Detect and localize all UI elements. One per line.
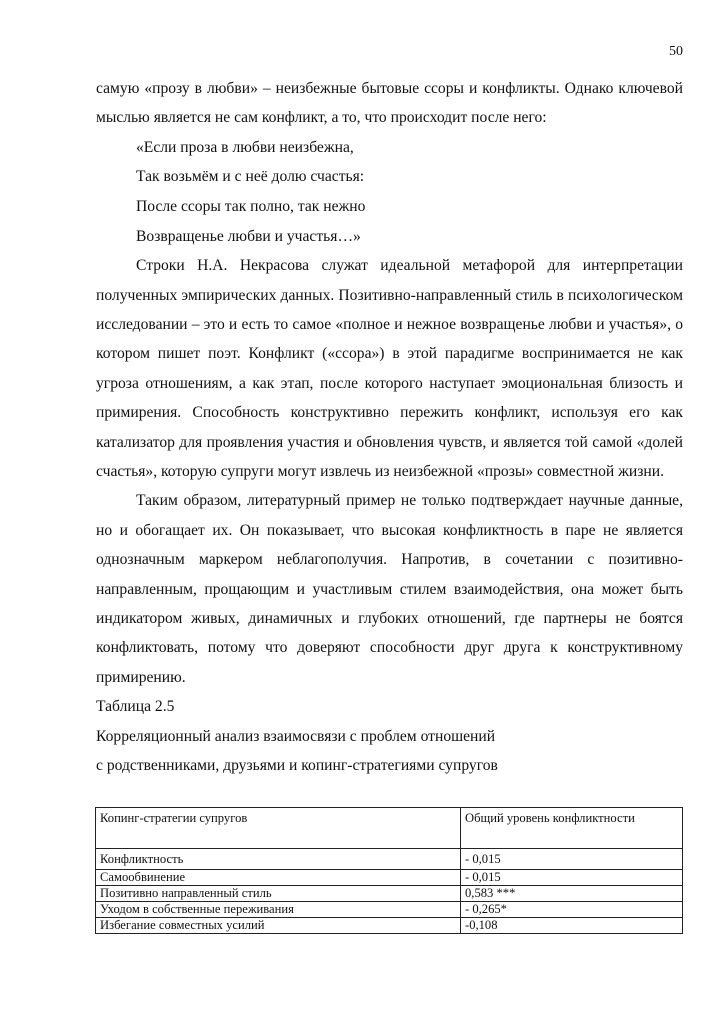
poem-line: Так возьмём и с неё долю счастья: [136,168,365,186]
table-cell-strategy: Избегание совместных усилий [96,918,461,934]
page-number: 50 [669,44,683,59]
table-cell-strategy: Конфликтность [96,849,461,870]
table-header-row [96,808,683,849]
table-row [96,870,683,886]
poem-line: После ссоры так полно, так нежно [136,198,366,215]
table-cell-value: - 0,265* [461,902,683,918]
table-header-cell: Копинг-стратегии супругов [96,808,461,849]
table-cell-value: -0,108 [461,918,683,934]
table-caption-line2: с родственниками, друзьями и копинг-стратегиями супругов [96,757,498,775]
paragraph-interpretation: Строки Н.А. Некрасова служат идеальной метафорой для интерпретации полученных эмпирических данных. Позитивно-направленный стиль в психологическом исследовании – это и есть то самое «полное и нежное возвращенье любви и участья», о котором пишет поэт. Конфликт («ссора») в этой парадигме воспринимается не как угроза отношениям, а как этап, после которого наступает эмоциональная близость и примирения. Способность конструктивно пережить конфликт, используя его как катализатор для проявления участия и обновления чувств, и является той самой «долей счастья», которую супруги могут извлечь из неизбежной «прозы» совместной жизни. [96,257,683,481]
table-cell-value: - 0,015 [461,849,683,870]
paragraph-conclusion: Таким образом, литературный пример не только подтверждает научные данные, но и обогащает их. Он показывает, что высокая конфликтность в паре не является однозначным маркером неблагополучия. Напротив, в сочетании с позитивно-направленным, прощающим и участливым стилем взаимодействия, она может быть индикатором живых, динамичных и глубоких отношений, где партнеры не боятся конфликтовать, потому что доверяют способности друг друга к конструктивному примирению. [96,492,683,686]
table-cell-value: 0,583 *** [461,886,683,902]
table-caption-line1: Корреляционный анализ взаимосвязи с проблем отношений [96,727,496,745]
poem-line: «Если проза в любви неизбежна, [136,138,354,156]
document-body [96,74,683,781]
table-cell-value: - 0,015 [461,870,683,886]
table-label: Таблица 2.5 [96,698,175,716]
poem-quote [96,133,683,251]
table-row [96,902,683,918]
table-row [96,918,683,934]
table-cell-strategy: Самообвинение [96,870,461,886]
table-header-cell: Общий уровень конфликтности [461,808,683,849]
paragraph-intro: самую «прозу в любви» – неизбежные бытовые ссоры и конфликты. Однако ключевой мыслью является не сам конфликт, а то, что происходит после него: [96,80,683,127]
poem-line: Возвращенье любви и участья…» [136,227,361,245]
table-cell-strategy: Позитивно направленный стиль [96,886,461,902]
table-row [96,886,683,902]
table-row [96,849,683,870]
table-cell-strategy: Уходом в собственные переживания [96,902,461,918]
correlation-table [95,807,683,934]
